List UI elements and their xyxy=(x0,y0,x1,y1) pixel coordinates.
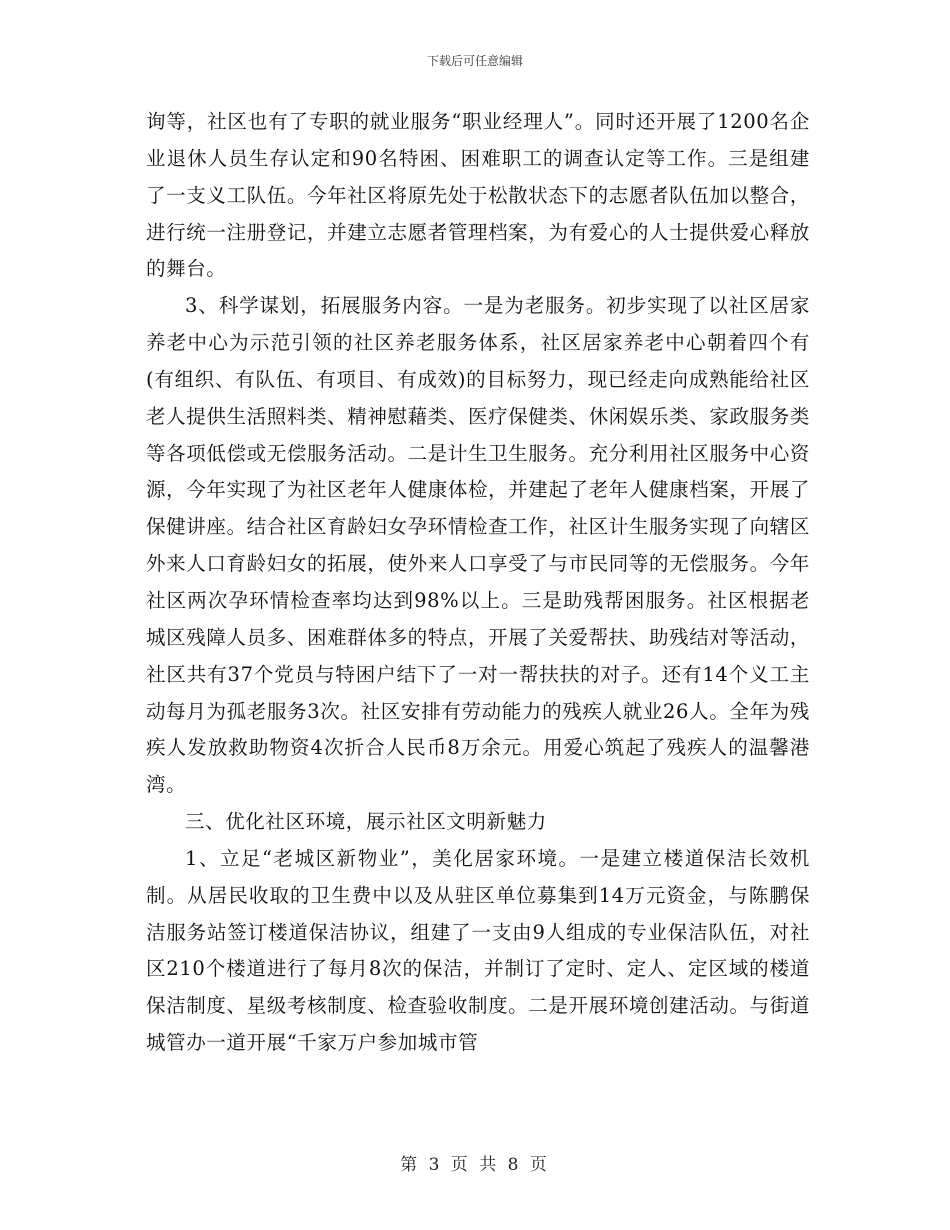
paragraph-2: 3、科学谋划，拓展服务内容。一是为老服务。初步实现了以社区居家养老中心为示范引领的社区养老服务体系，社区居家养老中心朝着四个有(有组织、有队伍、有项目、有成效)的目标努力，现已经走向成熟能给社区老人提供生活照料类、精神慰藉类、医疗保健类、休闲娱乐类、家政服务类等各项低偿或无偿服务活动。二是计生卫生服务。充分利用社区服务中心资源，今年实现了为社区老年人健康体检，并建起了老年人健康档案，开展了保健讲座。结合社区育龄妇女孕环情检查工作，社区计生服务实现了向辖区外来人口育龄妇女的拓展，使外来人口享受了与市民同等的无偿服务。今年社区两次孕环情检查率均达到98%以上。三是助残帮困服务。社区根据老城区残障人员多、困难群体多的特点，开展了关爱帮扶、助残结对等活动，社区共有37个党员与特困户结下了一对一帮扶扶的对子。还有14个义工主动每月为孤老服务3次。社区安排有劳动能力的残疾人就业26人。全年为残疾人发放救助物资4次折合人民币8万余元。用爱心筑起了残疾人的温馨港湾。 xyxy=(146,294,810,797)
section-heading: 三、优化社区环境，展示社区文明新魅力 xyxy=(185,810,547,834)
page-header-note: 下载后可任意编辑 xyxy=(426,54,523,68)
document-body xyxy=(146,104,810,1062)
page-number: 第 3 页 共 8 页 xyxy=(400,1155,550,1175)
paragraph-1: 询等，社区也有了专职的就业服务“职业经理人”。同时还开展了1200名企业退休人员生存认定和90名特困、困难职工的调查认定等工作。三是组建了一支义工队伍。今年社区将原先处于松散状态下的志愿者队伍加以整合，进行统一注册登记，并建立志愿者管理档案，为有爱心的人士提供爱心释放的舞台。 xyxy=(146,110,810,281)
paragraph-3: 1、立足“老城区新物业”，美化居家环境。一是建立楼道保洁长效机制。从居民收取的卫生费中以及从驻区单位募集到14万元资金，与陈鹏保洁服务站签订楼道保洁协议，组建了一支由9人组成的专业保洁队伍，对社区210个楼道进行了每月8次的保洁，并制订了定时、定人、定区域的楼道保洁制度、星级考核制度、检查验收制度。二是开展环境创建活动。与街道城管办一道开展“千家万户参加城市管 xyxy=(146,846,810,1055)
